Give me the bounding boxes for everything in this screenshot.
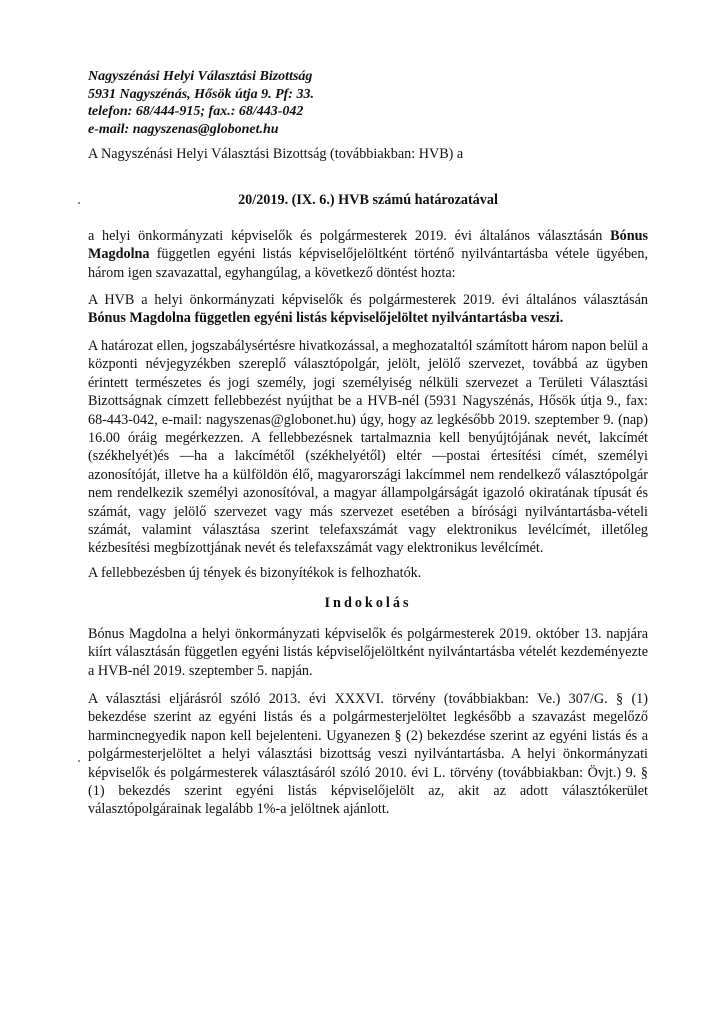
subject-name: Bónus Magdolna — [88, 228, 648, 263]
org-name: Nagyszénási Helyi Választási Bizottság — [88, 69, 313, 84]
reasoning-paragraph-1: Bónus Magdolna a helyi önkormányzati képviselők és polgármesterek 2019. október 13. napjára kiírt választásán független egyéni listás képviselőjelöltként nyilvántartásba vételét kezdeményezte a HVB-nél 2019. szeptember 5. napján. — [88, 626, 648, 679]
letterhead — [88, 68, 314, 138]
reasoning-title: Indokolás — [324, 595, 412, 611]
intro-line: A Nagyszénási Helyi Választási Bizottság (továbbiakban: HVB) a — [88, 146, 464, 162]
org-address: 5931 Nagyszénás, Hősök útja 9. Pf: 33. — [88, 86, 314, 102]
org-email: e-mail: nagyszenas@globonet.hu — [88, 121, 279, 137]
scan-speck — [78, 202, 80, 204]
org-phone: telefon: 68/444-915; fax.: 68/443-042 — [88, 104, 304, 120]
subject-paragraph — [88, 227, 648, 282]
new-facts-line: A fellebbezésben új tények és bizonyítékok is felhozhatók. — [88, 565, 422, 581]
scan-speck — [78, 760, 80, 762]
decision-bold-text: Bónus Magdolna független egyéni listás képviselőjelöltet nyilvántartásba veszi. — [88, 310, 564, 327]
subject-text-2: független egyéni listás képviselőjelöltként történő nyilvántartásba vétele ügyében, három igen szavazattal, egyhangúlag, a következő döntést hozta: — [88, 246, 648, 281]
subject-text-1: a helyi önkormányzati képviselők és polgármesterek 2019. évi általános választásán — [88, 228, 611, 244]
appeal-paragraph: A határozat ellen, jogszabálysértésre hivatkozással, a meghozataltól számított három napon belül a központi névjegyzékben szereplő választópolgár, jelölt, jelölő szervezet, továbbá az ügyben érintett természetes és jogi személy, jogi személyiség nélküli szervezet a Területi Választási Bizottságnak címzett fellebbezést nyújthat be a HVB-nél (5931 Nagyszénás, Hősök útja 9., fax: 68-443-042, e-mail: nagyszenas@globonet.hu) úgy, hogy az legkésőbb 2019. szeptember 9. (nap) 16.00 óráig megérkezzen. A fellebbezésnek tartalmaznia kell benyújtójának nevét, lakcímét (székhelyét)és —ha a lakcímétől (székhelyétől) eltér —postai értesítési címét, személyi azonosítóját, illetve ha a külföldön élő, magyarországi lakcímmel nem rendelkező választópolgár nem rendelkezik személyi azonosítóval, a magyar állampolgárságát igazoló okiratának típusát és számát, vagy jelölő szervezet vagy más szervezet esetében a bírósági nyilvántartásba-vételi számát, valamint választása szerint telefaxszámát vagy elektronikus levélcímét, illetőleg kézbesítési megbízottjának nevét és telefaxszámát vagy elektronikus levélcímét. — [88, 338, 648, 557]
decision-text: A HVB a helyi önkormányzati képviselők és polgármesterek 2019. évi általános választásán — [88, 292, 648, 308]
decision-paragraph — [88, 291, 648, 328]
decision-number: 20/2019. (IX. 6.) HVB számú határozatával — [238, 192, 498, 208]
reasoning-paragraph-2: A választási eljárásról szóló 2013. évi XXXVI. törvény (továbbiakban: Ve.) 307/G. § (1) bekezdése szerint az egyéni listás és a polgármesterjelöltet legkésőbb a szavazást megelőző harmincnegyedik napon kell bejelenteni. Ugyanezen § (2) bekezdése szerint az egyéni listás és a polgármesterjelöltet a helyi választási bizottság veszi nyilvántartásba. A helyi önkormányzati képviselők és polgármesterek választásáról szóló 2010. évi L. törvény (továbbiakban: Övjt.) 9. § (1) bekezdés szerint egyéni listás képviselőjelölt az, akit az adott választókerület választópolgárainak legalább 1%-a jelöltnek ajánlott. — [88, 691, 648, 818]
